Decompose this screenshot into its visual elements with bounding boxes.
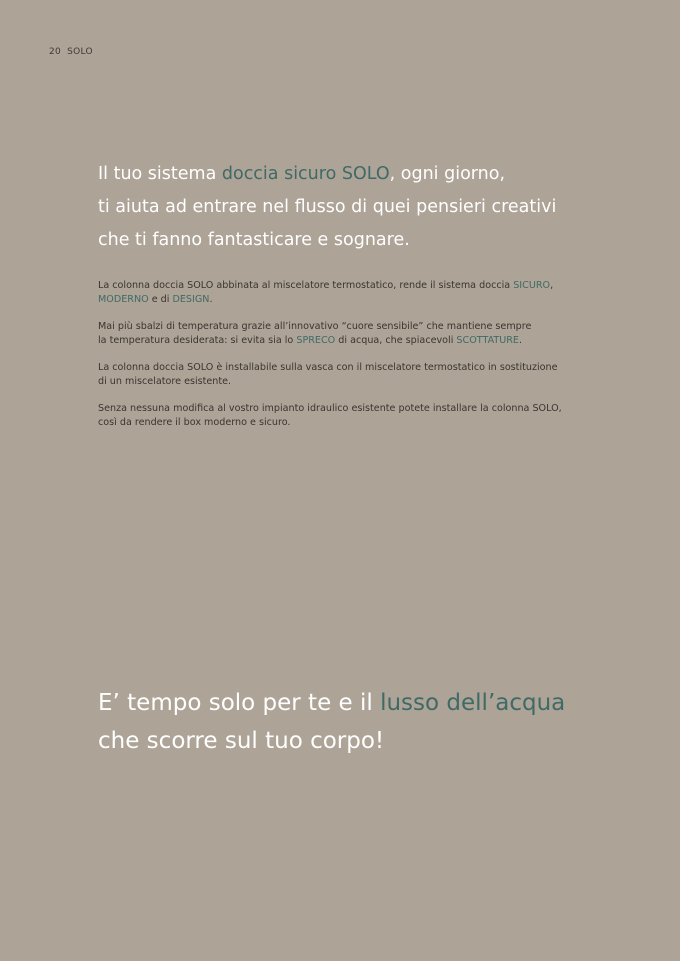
intro-text: Il tuo sistema	[98, 164, 222, 184]
body-text	[98, 279, 598, 443]
highlight-scottature: SCOTTATURE	[456, 335, 519, 346]
paragraph-text: la temperatura desiderata: si evita sia lo	[98, 335, 297, 346]
paragraph-text: La colonna doccia SOLO abbinata al miscelatore termostatico, rende il sistema doccia	[98, 280, 514, 291]
closing-line-2: che scorre sul tuo corpo!	[98, 728, 385, 754]
paragraph-text: così da rendere il box moderno e sicuro.	[98, 417, 291, 428]
highlight-design: DESIGN	[172, 294, 210, 305]
intro-text: , ogni giorno,	[389, 164, 506, 184]
paragraph-text: La colonna doccia SOLO è installabile sulla vasca con il miscelatore termostatico in sostituzione	[98, 362, 558, 373]
paragraph-text: Mai più sbalzi di temperatura grazie all’innovativo “cuore sensibile” che mantiene sempre	[98, 321, 532, 332]
closing-text: E’ tempo solo per te e il	[98, 690, 381, 716]
section-title: SOLO	[67, 47, 93, 57]
paragraph-4	[98, 402, 598, 430]
closing-highlight: lusso dell’acqua	[380, 690, 566, 716]
intro-line-2: ti aiuta ad entrare nel flusso di quei pensieri creativi	[98, 197, 557, 217]
paragraph-3	[98, 361, 598, 389]
paragraph-text: di acqua, che spiacevoli	[335, 335, 457, 346]
intro-line-3: che ti fanno fantasticare e sognare.	[98, 230, 410, 250]
intro-highlight: doccia sicuro SOLO	[221, 164, 390, 184]
highlight-spreco: SPRECO	[296, 335, 336, 346]
running-header	[49, 47, 93, 57]
paragraph-text: ,	[550, 280, 554, 291]
paragraph-text: Senza nessuna modifica al vostro impianto idraulico esistente potete installare la colonna SOLO,	[98, 403, 562, 414]
closing-heading	[98, 684, 618, 760]
paragraph-text: .	[209, 294, 213, 305]
highlight-moderno: MODERNO	[98, 294, 149, 305]
highlight-sicuro: SICURO	[513, 280, 551, 291]
intro-heading	[98, 158, 618, 257]
paragraph-1	[98, 279, 598, 307]
paragraph-text: di un miscelatore esistente.	[98, 376, 232, 387]
paragraph-2	[98, 320, 598, 348]
paragraph-text: e di	[148, 294, 173, 305]
page-number: 20	[49, 47, 62, 57]
paragraph-text: .	[519, 335, 523, 346]
